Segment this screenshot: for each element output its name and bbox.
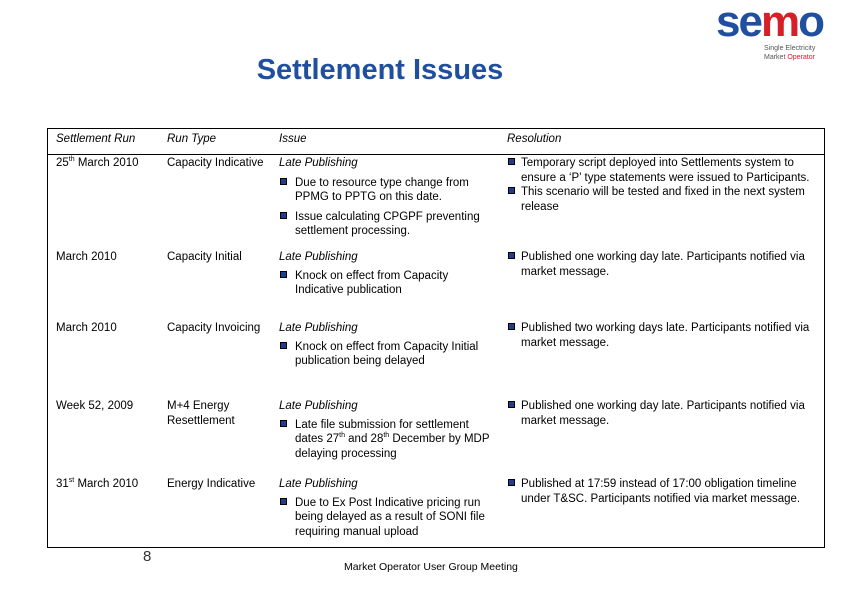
logo-word-part2: m bbox=[760, 0, 799, 46]
bullet-icon bbox=[280, 212, 287, 219]
logo-wordmark bbox=[716, 0, 823, 44]
row3-issue-heading: Late Publishing bbox=[279, 322, 358, 334]
row1-run-suffix: th bbox=[68, 156, 75, 164]
header-divider bbox=[48, 154, 824, 155]
row3-run-type: Capacity Invoicing bbox=[167, 322, 261, 334]
settlement-issues-table bbox=[47, 128, 825, 548]
row2-settlement-run: March 2010 bbox=[56, 251, 117, 263]
header-run-type: Run Type bbox=[167, 133, 217, 145]
row1-settlement-run bbox=[56, 156, 160, 171]
row5-run-day: 31 bbox=[56, 478, 69, 490]
row4-run-type: M+4 Energy Resettlement bbox=[167, 400, 235, 427]
header-issue: Issue bbox=[279, 133, 307, 145]
row2-issue bbox=[279, 250, 499, 298]
bullet-icon bbox=[280, 498, 287, 505]
header-settlement-run: Settlement Run bbox=[56, 133, 136, 145]
bullet-icon bbox=[508, 479, 515, 486]
bullet-icon bbox=[280, 420, 287, 427]
header-resolution: Resolution bbox=[507, 133, 562, 145]
bullet-icon bbox=[508, 401, 515, 408]
row1-issue-heading: Late Publishing bbox=[279, 157, 358, 169]
logo-tagline-2 bbox=[764, 53, 834, 62]
row1-run-day: 25 bbox=[56, 157, 69, 169]
bullet-icon bbox=[508, 187, 515, 194]
bullet-icon bbox=[280, 178, 287, 185]
bullet-icon bbox=[280, 342, 287, 349]
row5-run-month: March 2010 bbox=[74, 478, 139, 490]
row1-run-month: March 2010 bbox=[74, 157, 139, 169]
row1-issue bbox=[279, 156, 499, 239]
logo-tagline-1: Single Electricity bbox=[764, 45, 816, 52]
bullet-icon bbox=[508, 158, 515, 165]
row2-run-type: Capacity Initial bbox=[167, 251, 242, 263]
row1-resolution-item-1: Temporary script deployed into Settlements system to ensure a ‘P’ type statements were issued to Participants. bbox=[507, 156, 819, 185]
row3-resolution bbox=[507, 321, 819, 350]
row1-run-type: Capacity Indicative bbox=[167, 157, 264, 169]
row2-issue-item-1: Knock on effect from Capacity Indicative publication bbox=[279, 269, 499, 298]
logo-tagline-market: Market bbox=[764, 54, 788, 61]
page-number: 8 bbox=[143, 548, 152, 565]
row3-settlement-run: March 2010 bbox=[56, 322, 117, 334]
row2-resolution-item-1: Published one working day late. Participants notified via market message. bbox=[507, 250, 819, 279]
bullet-icon bbox=[508, 323, 515, 330]
row5-issue bbox=[279, 477, 499, 539]
footer-text: Market Operator User Group Meeting bbox=[344, 561, 518, 573]
row5-issue-item-1: Due to Ex Post Indicative pricing run being delayed as a result of SONI file requiring manual upload bbox=[279, 496, 499, 540]
row5-resolution-item-1: Published at 17:59 instead of 17:00 obligation timeline under T&SC. Participants notified via market message. bbox=[507, 477, 819, 506]
row4-settlement-run: Week 52, 2009 bbox=[56, 400, 134, 412]
row5-issue-heading: Late Publishing bbox=[279, 478, 358, 490]
bullet-icon bbox=[280, 271, 287, 278]
row5-resolution bbox=[507, 477, 819, 506]
bullet-icon bbox=[508, 252, 515, 259]
row1-issue-item-1: Due to resource type change from PPMG to PPTG on this date. bbox=[279, 176, 499, 205]
row5-run-suffix: st bbox=[68, 477, 75, 485]
row3-resolution-item-1: Published two working days late. Participants notified via market message. bbox=[507, 321, 819, 350]
row4-issue-item-1: Late file submission for settlement dates 27th and 28th December by MDP delaying processing bbox=[279, 418, 499, 462]
row3-issue-item-1: Knock on effect from Capacity Initial publication being delayed bbox=[279, 340, 499, 369]
row1-resolution-item-2: This scenario will be tested and fixed in the next system release bbox=[507, 185, 819, 214]
row4-resolution bbox=[507, 399, 819, 428]
row4-resolution-item-1: Published one working day late. Participants notified via market message. bbox=[507, 399, 819, 428]
row1-resolution bbox=[507, 156, 819, 214]
row4-issue-heading: Late Publishing bbox=[279, 400, 358, 412]
row3-issue bbox=[279, 321, 499, 369]
row5-run-type: Energy Indicative bbox=[167, 478, 256, 490]
row5-settlement-run bbox=[56, 477, 160, 492]
logo-word-part1: se bbox=[716, 0, 761, 46]
logo-tagline-operator: Operator bbox=[787, 54, 815, 61]
logo-word-part3: o bbox=[798, 0, 823, 46]
page-title: Settlement Issues bbox=[256, 54, 504, 86]
row4-issue bbox=[279, 399, 499, 461]
row2-resolution bbox=[507, 250, 819, 279]
row2-issue-heading: Late Publishing bbox=[279, 251, 358, 263]
row1-issue-item-2: Issue calculating CPGPF preventing settlement processing. bbox=[279, 210, 499, 239]
